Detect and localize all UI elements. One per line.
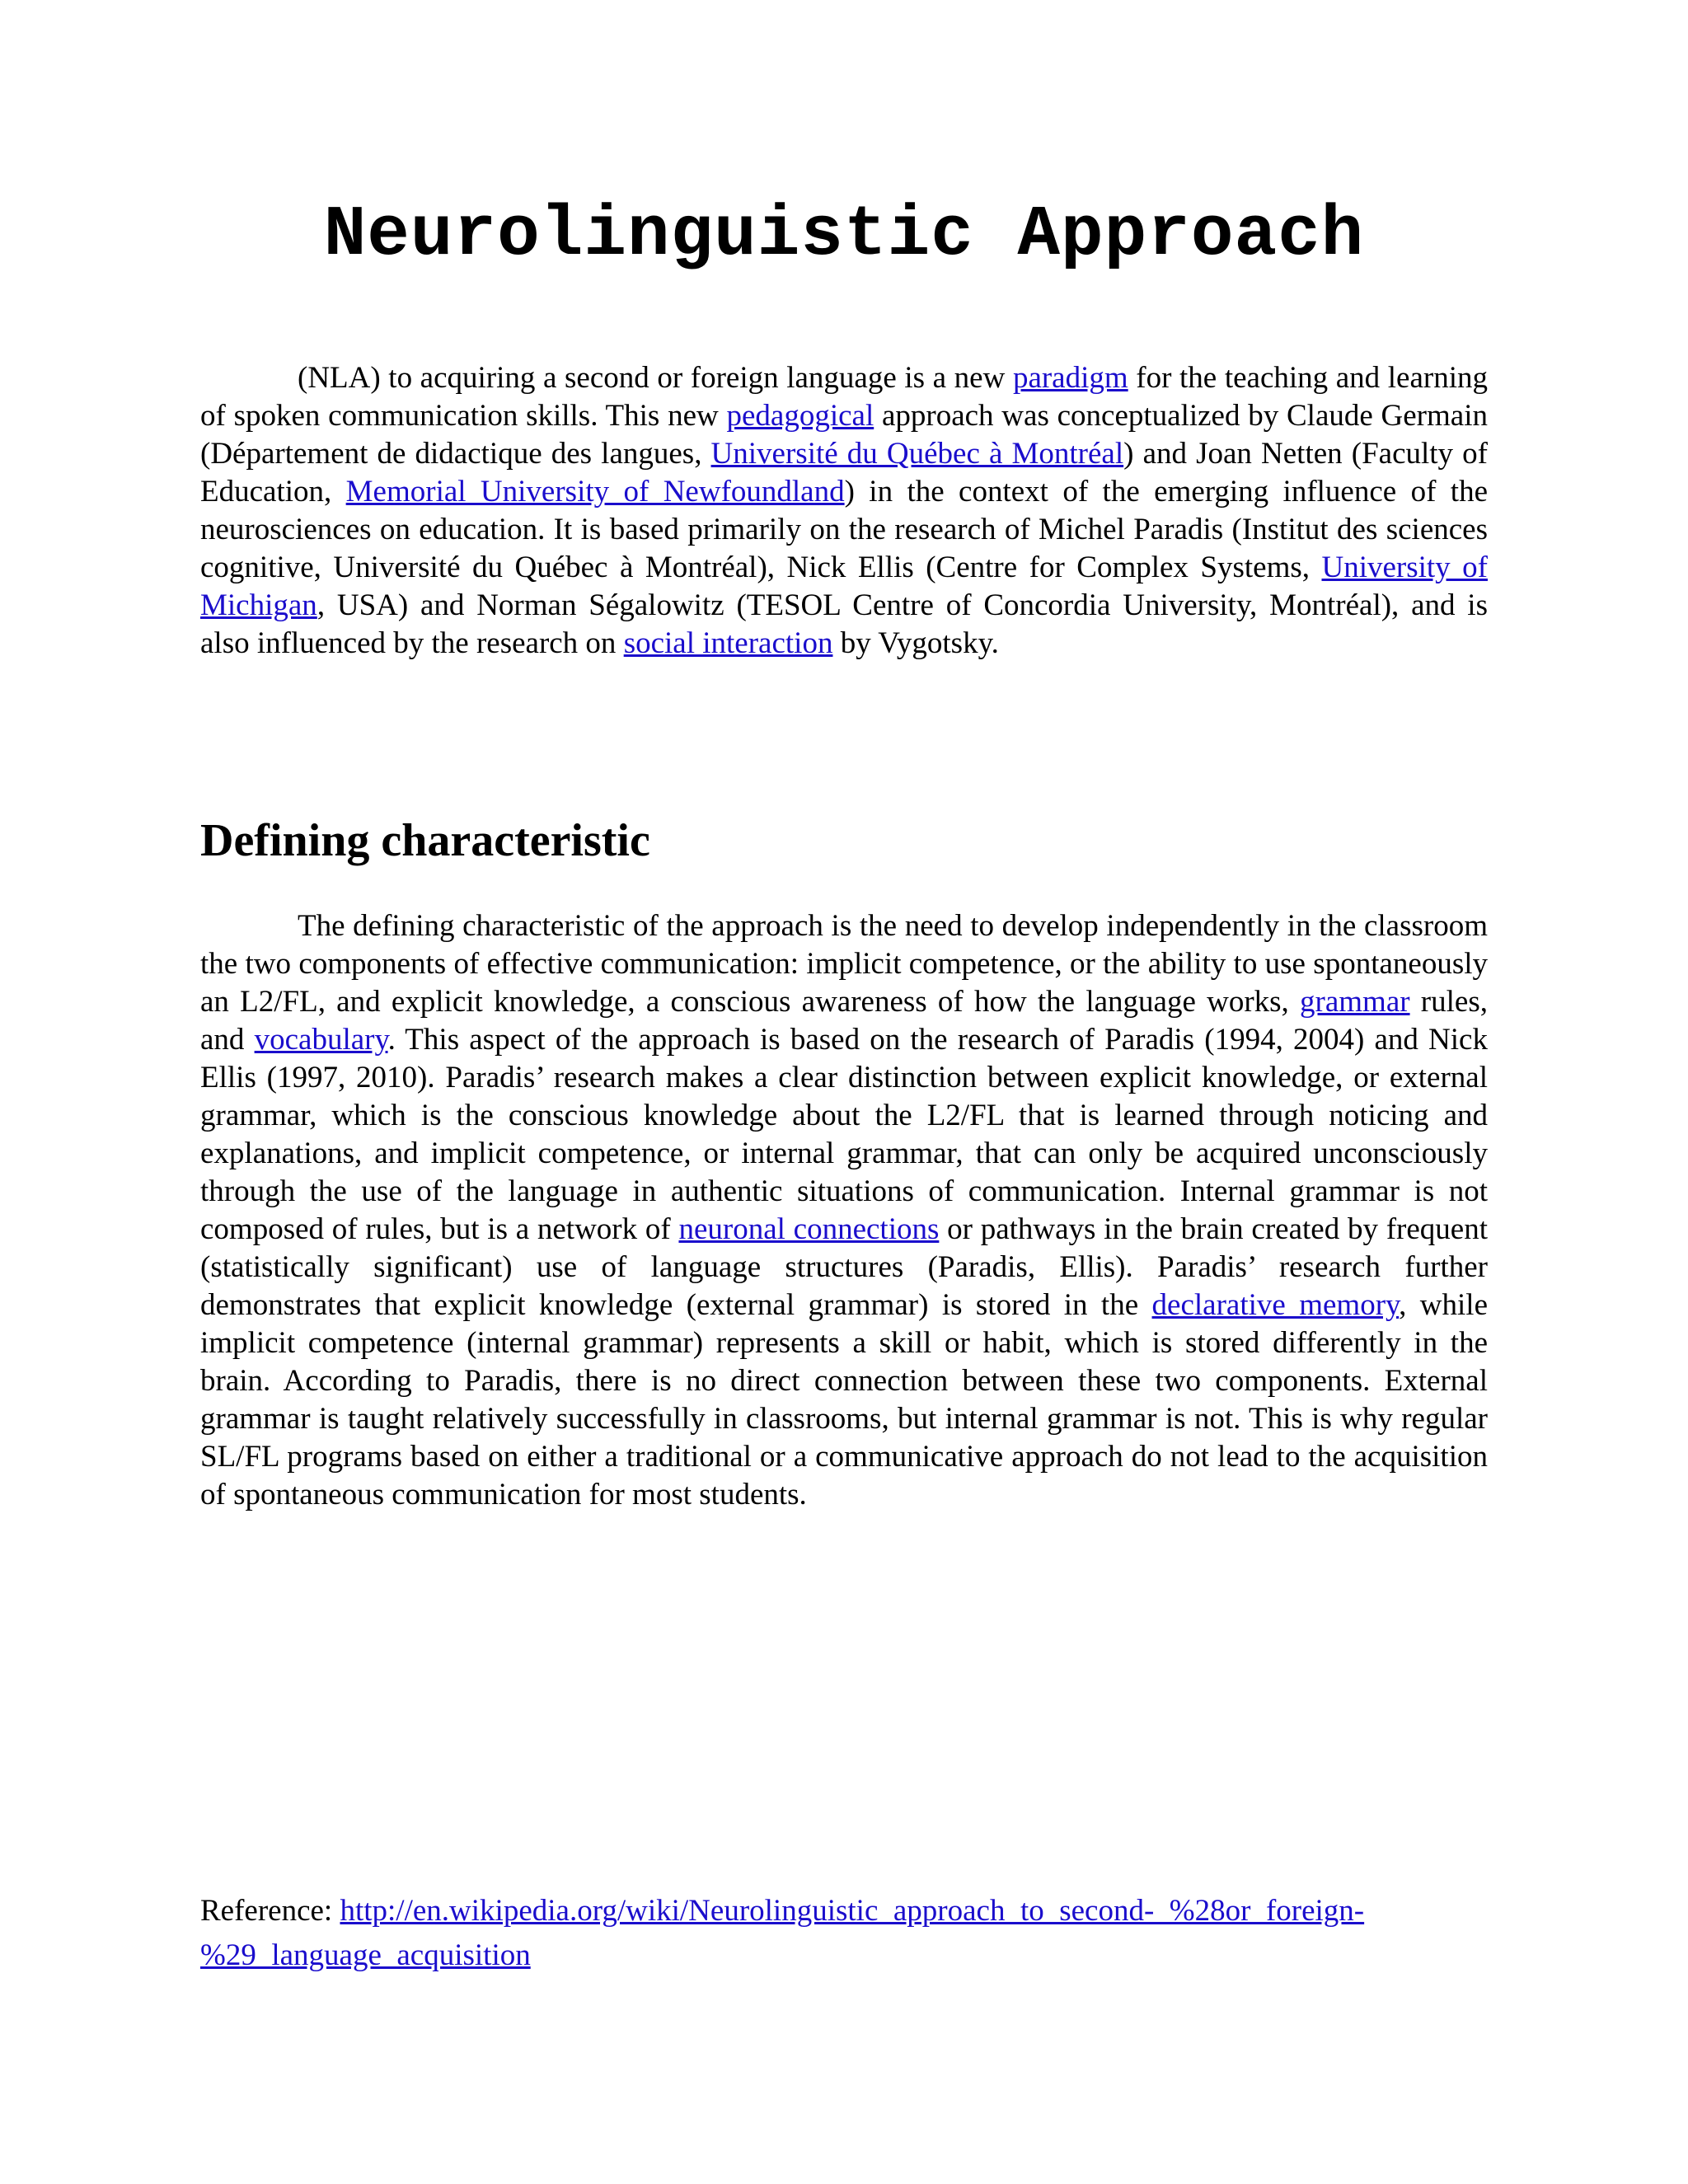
link-declarative-memory[interactable]: declarative memory (1151, 1288, 1400, 1322)
link-university-of-michigan[interactable]: University of Michigan (200, 551, 1488, 622)
intro-text: by Vygotsky. (832, 626, 999, 660)
link-pedagogical[interactable]: pedagogical (726, 399, 874, 433)
section-text: or pathways in the brain created by frequent (statistically significant) use of language structures (Paradis, Ellis). Paradis’ research further demonstrates that explicit knowledge (external grammar) is stored in the (200, 1212, 1488, 1322)
section-text: rules, and (200, 985, 1488, 1057)
defining-paragraph (200, 907, 1488, 1514)
section-heading: Defining characteristic (200, 815, 650, 866)
intro-paragraph (200, 359, 1488, 663)
link-vocabulary[interactable]: vocabulary (254, 1023, 388, 1057)
link-grammar[interactable]: grammar (1300, 985, 1410, 1019)
link-universite-quebec-montreal[interactable]: Université du Québec à Montréal (710, 437, 1124, 471)
reference-line (200, 1889, 1519, 1978)
link-memorial-university[interactable]: Memorial University of Newfoundland (345, 475, 845, 509)
link-social-interaction[interactable]: social interaction (623, 626, 833, 660)
page-title: Neurolinguistic Approach (323, 194, 1365, 275)
reference-link[interactable]: http://en.wikipedia.org/wiki/Neurolinguistic_approach_to_second-_%28or_foreign-%29_language_acquisition (200, 1894, 1365, 1972)
intro-text: ) and Joan Netten (Faculty of Education, (200, 437, 1488, 509)
intro-text: (NLA) to acquiring a second or foreign language is a new (298, 361, 1013, 395)
intro-text: approach was conceptualized by Claude Germain (Département de didactique des langues, (200, 399, 1488, 471)
reference-label: Reference: (200, 1894, 340, 1928)
link-paradigm[interactable]: paradigm (1012, 361, 1128, 395)
intro-text: ) in the context of the emerging influence of the neurosciences on education. It is based primarily on the research of Michel Paradis (Institut des sciences cognitive, Université du Québec à Montréal), Nick Ellis (Centre for Complex Systems, (200, 475, 1488, 584)
link-neuronal-connections[interactable]: neuronal connections (678, 1212, 940, 1246)
intro-text: , USA) and Norman Ségalowitz (TESOL Centre of Concordia University, Montréal), and is also influenced by the research on (200, 588, 1488, 660)
section-text: . This aspect of the approach is based on the research of Paradis (1994, 2004) and Nick Ellis (1997, 2010). Paradis’ research makes a clear distinction between explicit knowledge, or external grammar, which is the conscious knowledge about the L2/FL that is learned through noticing and explanations, and implicit competence, or internal grammar, that can only be acquired unconsciously through the use of the language in authentic situations of communication. Internal grammar is not composed of rules, but is a network of (200, 1023, 1488, 1246)
section-text: , while implicit competence (internal grammar) represents a skill or habit, which is stored differently in the brain. According to Paradis, there is no direct connection between these two components. External grammar is taught relatively successfully in classrooms, but internal grammar is not. This is why regular SL/FL programs based on either a traditional or a communicative approach do not lead to the acquisition of spontaneous communication for most students. (200, 1288, 1489, 1511)
intro-text: for the teaching and learning of spoken communication skills. This new (200, 361, 1488, 433)
section-text: The defining characteristic of the approach is the need to develop independently in the classroom the two components of effective communication: implicit competence, or the ability to use spontaneously an L2/FL, and explicit knowledge, a conscious awareness of how the language works, (200, 909, 1488, 1019)
